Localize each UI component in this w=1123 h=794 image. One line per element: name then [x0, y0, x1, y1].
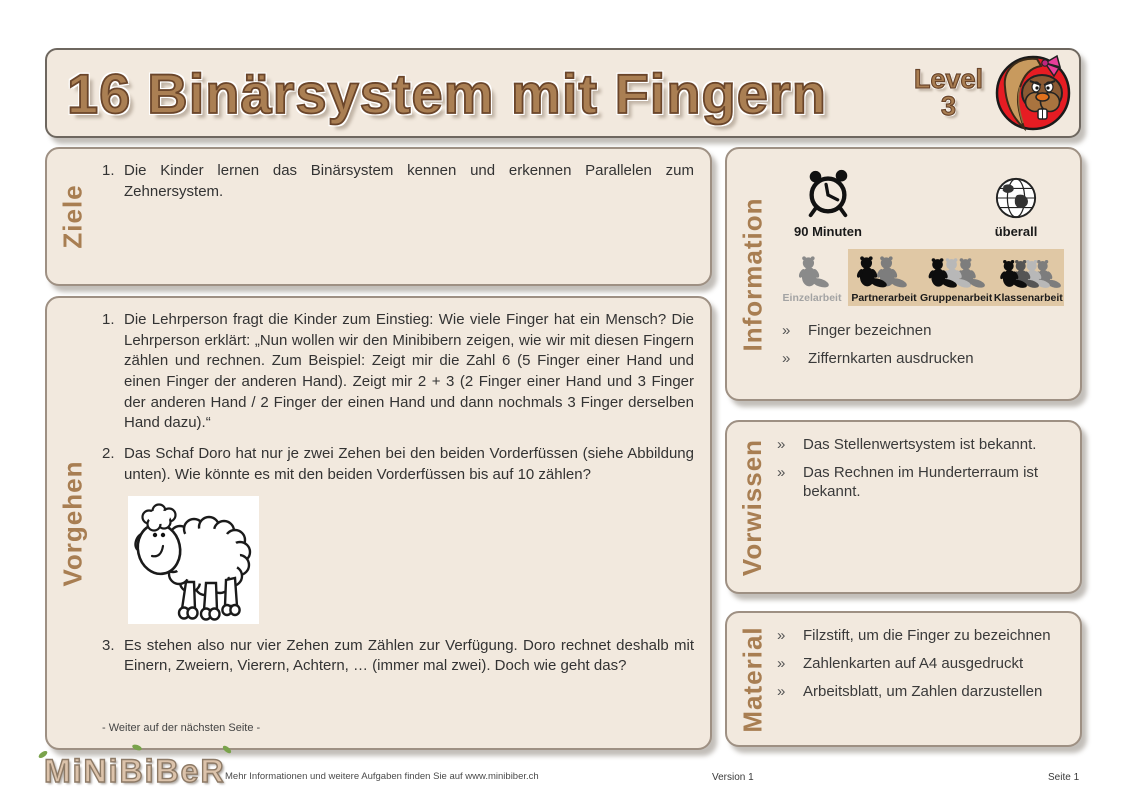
- vorwissen-label: Vorwissen: [737, 438, 768, 576]
- beaver-single-icon: [776, 252, 848, 290]
- section-material: [725, 611, 1082, 747]
- beaver-group-icon: [920, 252, 992, 290]
- duration: [794, 168, 862, 239]
- item-text: Arbeitsblatt, um Zahlen darzustellen: [803, 682, 1043, 700]
- ziele-content: [102, 149, 694, 284]
- bullet-marker: »: [777, 682, 786, 700]
- list-item: [777, 627, 1056, 646]
- vorgehen-content: [102, 298, 694, 748]
- list-item: [777, 464, 1056, 502]
- item-text: Ziffernkarten ausdrucken: [808, 349, 974, 367]
- list-item: [777, 436, 1056, 455]
- location: [994, 176, 1038, 239]
- page-title: Binärsystem mit Fingern: [147, 61, 827, 125]
- continuation-note: - Weiter auf der nächsten Seite -: [102, 722, 261, 734]
- level-label: Level: [913, 64, 983, 94]
- item-text: Die Lehrperson fragt die Kinder zum Einstieg: Wie viele Finger hat ein Mensch? Die Lehrperson erklärt: „Nun wollen wir den Minibibern zeigen, wie wir mit diesen Fingern zählen und rechnen. Zum Beispiel: Zeigt mir die Zahl 6 (5 Finger einer Hand und einen Finger der anderen Hand). Zeigt mir 2 + 3 (2 Finger einer Hand und 3 Finger der anderen Hand / 2 Finger der einen Hand und dann nochmals 3 Finger derselben Hand dazu).“: [124, 311, 694, 432]
- beaver-class-icon: [992, 252, 1064, 290]
- vorgehen-label: Vorgehen: [57, 460, 88, 586]
- item-text: Es stehen also nur vier Zehen zum Zählen zur Verfügung. Doro rechnet deshalb mit Einern, Zweiern, Vierern, Achtern, … (immer mal zwei). Doch wie geht das?: [124, 636, 694, 675]
- logo-text: MiNiBiBeR: [44, 752, 226, 789]
- meta-row: [782, 159, 1064, 239]
- item-number: 3.: [102, 636, 115, 654]
- item-text: Die Kinder lernen das Binärsystem kennen und erkennen Parallelen zum Zehnersystem.: [124, 162, 694, 200]
- item-text: Das Stellenwertsystem ist bekannt.: [803, 436, 1037, 453]
- work-mode-einzelarbeit: Einzelarbeit: [776, 249, 848, 306]
- list-item: [102, 636, 694, 677]
- list-item: [102, 161, 694, 202]
- list-item: [102, 310, 694, 434]
- location-label: überall: [994, 224, 1038, 239]
- footer-page-number: Seite 1: [1048, 772, 1080, 783]
- work-mode-gruppenarbeit: Gruppenarbeit: [920, 249, 992, 306]
- material-content: [777, 613, 1064, 745]
- duration-label: 90 Minuten: [794, 224, 862, 239]
- information-bullets: [782, 322, 1064, 369]
- section-vorgehen: [45, 296, 712, 750]
- lesson-number: 16: [67, 61, 132, 125]
- section-vorwissen: [725, 420, 1082, 594]
- globe-icon: [994, 176, 1038, 220]
- ziele-label: Ziele: [57, 184, 88, 249]
- bullet-marker: »: [777, 627, 786, 644]
- footer-info-text: Mehr Informationen und weitere Aufgaben finden Sie auf www.minibiber.ch: [225, 771, 539, 782]
- work-mode-klassenarbeit: Klassenarbeit: [992, 249, 1064, 306]
- item-text: Das Schaf Doro hat nur je zwei Zehen bei den beiden Vorderfüssen (siehe Abbildung unten). Wie könnte es mit den beiden Vorderfüssen bis auf 10 zählen?: [124, 445, 694, 483]
- item-text: Filzstift, um die Finger zu bezeichnen: [803, 627, 1051, 644]
- work-modes: [776, 249, 1064, 306]
- item-number: 1.: [102, 311, 115, 328]
- title-row: [67, 50, 827, 136]
- list-item: [102, 444, 694, 485]
- beaver-mascot-icon: [993, 53, 1073, 133]
- vorwissen-content: [777, 422, 1064, 592]
- header-banner: [45, 48, 1081, 138]
- item-text: Finger bezeichnen: [808, 322, 932, 339]
- item-number: 2.: [102, 445, 115, 463]
- minibiber-logo: [44, 748, 226, 794]
- level-badge: [914, 66, 983, 120]
- material-label: Material: [737, 625, 768, 733]
- information-label: Information: [737, 197, 768, 351]
- bullet-marker: »: [782, 322, 791, 339]
- beaver-pair-icon: [848, 252, 920, 290]
- information-content: [782, 149, 1064, 399]
- list-item: [782, 350, 1056, 369]
- alarm-clock-icon: [802, 168, 854, 220]
- sheep-illustration: [128, 496, 259, 624]
- level-value: 3: [940, 91, 956, 121]
- list-item: [777, 655, 1056, 674]
- bullet-marker: »: [777, 463, 786, 481]
- section-ziele: [45, 147, 712, 286]
- bullet-marker: »: [777, 436, 786, 453]
- item-number: 1.: [102, 162, 115, 179]
- work-mode-partnerarbeit: Partnerarbeit: [848, 249, 920, 306]
- section-information: [725, 147, 1082, 401]
- bullet-marker: »: [777, 654, 786, 672]
- item-text: Das Rechnen im Hunderterraum ist bekannt.: [803, 463, 1039, 500]
- bullet-marker: »: [782, 349, 791, 367]
- footer-version: Version 1: [712, 772, 754, 783]
- list-item: [782, 322, 1056, 341]
- item-text: Zahlenkarten auf A4 ausgedruckt: [803, 654, 1024, 672]
- list-item: [777, 683, 1056, 702]
